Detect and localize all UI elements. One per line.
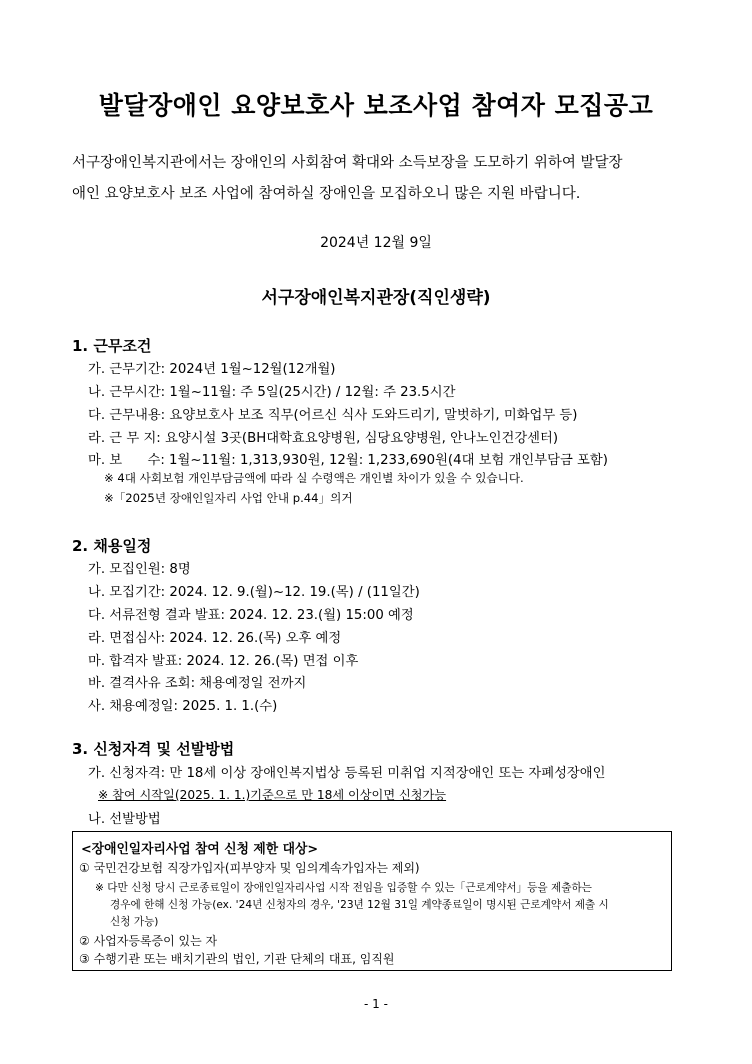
restriction-box-heading: <장애인일자리사업 참여 신청 제한 대상> (81, 842, 319, 857)
section-1-item: 마. 보 수: 1월~11월: 1,313,930원, 12월: 1,233,690원(4대 보험 개인부담금 포함) (88, 453, 608, 468)
restriction-item-note: 경우에 한해 신청 가능(ex. '24년 신청자의 경우, '23년 12월 31일 계약종료일이 명시된 근로계약서 제출 시 (110, 899, 609, 911)
section-1-item: 라. 근 무 지: 요양시설 3곳(BH대학효요양병원, 심당요양병원, 안나노인건강센터) (88, 431, 559, 446)
section-2-heading: 2. 채용일정 (72, 537, 152, 555)
section-3-item-eligibility: 가. 신청자격: 만 18세 이상 장애인복지법상 등록된 미취업 지적장애인 또는 자폐성장애인 (88, 766, 606, 781)
restriction-item-note: 신청 가능) (110, 916, 159, 928)
section-1-item: 다. 근무내용: 요양보호사 보조 직무(어르신 식사 도와드리기, 말벗하기, 미화업무 등) (88, 408, 578, 423)
section-1-note: ※「2025년 장애인일자리 사업 안내 p.44」의거 (104, 491, 353, 505)
section-2-item: 마. 합격자 발표: 2024. 12. 26.(목) 면접 이후 (88, 654, 359, 669)
section-2-item: 다. 서류전형 결과 발표: 2024. 12. 23.(월) 15:00 예정 (88, 608, 414, 623)
announcement-date: 2024년 12월 9일 (320, 235, 432, 251)
section-2-item: 바. 결격사유 조회: 채용예정일 전까지 (88, 676, 307, 691)
organization-signature: 서구장애인복지관장(직인생략) (261, 288, 491, 308)
section-1-heading: 1. 근무조건 (72, 337, 152, 355)
restriction-box (72, 831, 672, 971)
restriction-item: ③ 수행기관 또는 배치기관의 법인, 기관 단체의 대표, 임직원 (79, 952, 395, 966)
restriction-item-note: ※ 다만 신청 당시 근로종료일이 장애인일자리사업 시작 전임을 입증할 수 있는「근로계약서」등을 제출하는 (95, 882, 592, 894)
section-1-item: 가. 근무기간: 2024년 1월~12월(12개월) (88, 362, 336, 377)
section-2-item: 사. 채용예정일: 2025. 1. 1.(수) (88, 699, 278, 714)
section-2-item: 라. 면접심사: 2024. 12. 26.(목) 오후 예정 (88, 631, 342, 646)
section-2-item: 나. 모집기간: 2024. 12. 9.(월)~12. 19.(목) / (11일간) (88, 585, 420, 600)
section-3-heading: 3. 신청자격 및 선발방법 (72, 740, 235, 758)
intro-line-1: 서구장애인복지관에서는 장애인의 사회참여 확대와 소득보장을 도모하기 위하여 발달장 (72, 155, 623, 171)
restriction-item: ② 사업자등록증이 있는 자 (79, 934, 218, 948)
section-3-eligibility-note: ※ 참여 시작일(2025. 1. 1.)기준으로 만 18세 이상이면 신청가능 (98, 788, 447, 802)
page-title: 발달장애인 요양보호사 보조사업 참여자 모집공고 (98, 91, 654, 120)
section-1-note: ※ 4대 사회보험 개인부담금액에 따라 실 수령액은 개인별 차이가 있을 수 있습니다. (104, 471, 524, 485)
intro-line-2: 애인 요양보호사 보조 사업에 참여하실 장애인을 모집하오니 많은 지원 바랍니다. (72, 186, 581, 202)
section-3-item-selection: 나. 선발방법 (88, 812, 161, 827)
page-number: - 1 - (364, 997, 388, 1011)
section-1-item: 나. 근무시간: 1월~11월: 주 5일(25시간) / 12월: 주 23.5시간 (88, 385, 456, 400)
section-2-item: 가. 모집인원: 8명 (88, 562, 191, 577)
restriction-item: ① 국민건강보험 직장가입자(피부양자 및 임의계속가입자는 제외) (79, 861, 420, 875)
